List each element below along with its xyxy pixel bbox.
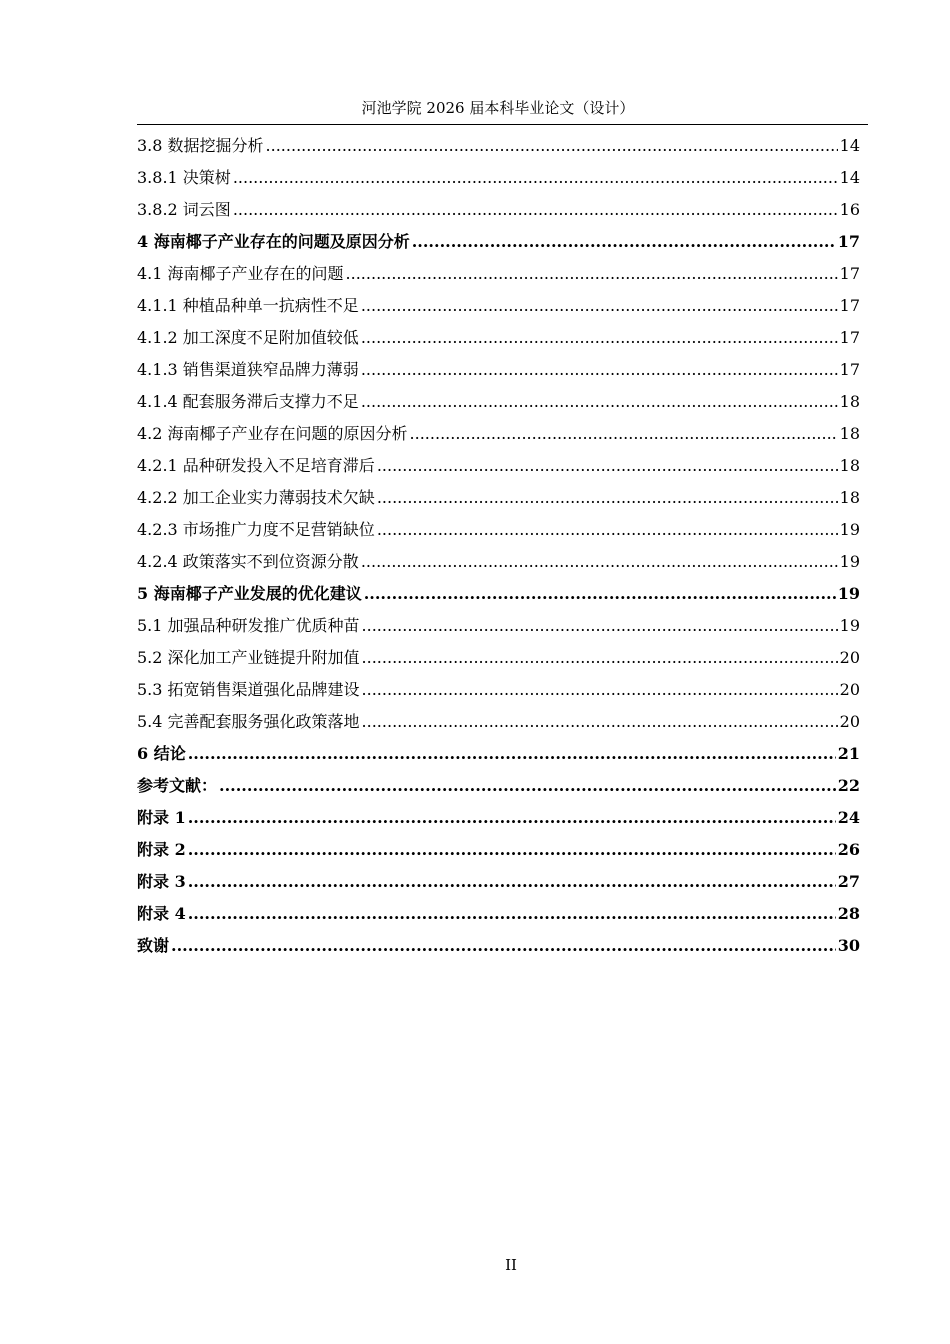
toc-entry-title: 4 海南椰子产业存在的问题及原因分析 [137, 232, 410, 251]
toc-entry-title: 5.3 拓宽销售渠道强化品牌建设 [137, 680, 360, 699]
toc-entry-page: 26 [837, 840, 860, 859]
toc-leader-dots [188, 866, 836, 898]
toc-entry[interactable] [137, 610, 860, 642]
toc-leader-dots [188, 898, 836, 930]
toc-entry-page: 20 [839, 680, 860, 699]
toc-entry-page: 18 [839, 488, 860, 507]
toc-entry-page: 30 [837, 936, 860, 955]
toc-entry-page: 14 [839, 168, 860, 187]
toc-leader-dots [364, 578, 836, 610]
toc-entry-title: 附录 3 [137, 872, 186, 891]
toc-leader-dots [219, 770, 836, 802]
toc-leader-dots [361, 354, 838, 386]
toc-entry-title: 4.1.2 加工深度不足附加值较低 [137, 328, 359, 347]
toc-entry[interactable] [137, 834, 860, 866]
toc-entry-title: 4.2.1 品种研发投入不足培育滞后 [137, 456, 375, 475]
toc-entry-page: 24 [837, 808, 860, 827]
toc-entry-title: 4.2 海南椰子产业存在问题的原因分析 [137, 424, 408, 443]
toc-entry[interactable] [137, 546, 860, 578]
toc-leader-dots [188, 802, 836, 834]
toc-leader-dots [377, 482, 838, 514]
toc-leader-dots [361, 386, 838, 418]
toc-entry-title: 附录 4 [137, 904, 186, 923]
toc-entry-page: 18 [839, 424, 860, 443]
page-number: II [505, 1256, 517, 1274]
toc-entry-page: 19 [839, 552, 860, 571]
toc-entry[interactable] [137, 386, 860, 418]
toc-entry[interactable] [137, 482, 860, 514]
toc-entry[interactable] [137, 450, 860, 482]
toc-leader-dots [171, 930, 836, 962]
toc-entry[interactable] [137, 706, 860, 738]
toc-leader-dots [362, 610, 838, 642]
toc-entry[interactable] [137, 418, 860, 450]
table-of-contents [137, 130, 860, 962]
toc-entry[interactable] [137, 578, 860, 610]
toc-leader-dots [233, 194, 838, 226]
toc-leader-dots [346, 258, 838, 290]
toc-entry-title: 4.1.4 配套服务滞后支撑力不足 [137, 392, 359, 411]
toc-entry-title: 附录 1 [137, 808, 186, 827]
toc-entry-page: 16 [839, 200, 860, 219]
toc-entry[interactable] [137, 930, 860, 962]
toc-leader-dots [188, 738, 836, 770]
toc-leader-dots [361, 322, 838, 354]
toc-entry-page: 19 [839, 520, 860, 539]
toc-entry[interactable] [137, 642, 860, 674]
toc-leader-dots [410, 418, 838, 450]
toc-entry[interactable] [137, 130, 860, 162]
toc-entry-title: 5 海南椰子产业发展的优化建议 [137, 584, 362, 603]
toc-entry[interactable] [137, 514, 860, 546]
toc-entry-page: 21 [837, 744, 860, 763]
toc-leader-dots [361, 546, 838, 578]
toc-entry-page: 22 [837, 776, 860, 795]
toc-entry[interactable] [137, 354, 860, 386]
toc-leader-dots [362, 642, 838, 674]
toc-entry[interactable] [137, 258, 860, 290]
toc-entry-page: 28 [837, 904, 860, 923]
toc-entry-page: 18 [839, 392, 860, 411]
toc-entry[interactable] [137, 738, 860, 770]
toc-leader-dots [362, 706, 838, 738]
toc-entry-page: 19 [837, 584, 860, 603]
toc-entry-title: 3.8.1 决策树 [137, 168, 231, 187]
toc-leader-dots [377, 514, 838, 546]
toc-entry-page: 17 [839, 328, 860, 347]
toc-entry[interactable] [137, 226, 860, 258]
toc-entry-title: 4.2.3 市场推广力度不足营销缺位 [137, 520, 375, 539]
toc-leader-dots [266, 130, 838, 162]
toc-entry[interactable] [137, 802, 860, 834]
toc-entry-page: 20 [839, 712, 860, 731]
toc-entry[interactable] [137, 674, 860, 706]
toc-entry-title: 5.4 完善配套服务强化政策落地 [137, 712, 360, 731]
toc-entry-title: 4.1 海南椰子产业存在的问题 [137, 264, 344, 283]
toc-entry[interactable] [137, 322, 860, 354]
toc-entry-page: 14 [839, 136, 860, 155]
toc-entry-page: 17 [839, 360, 860, 379]
toc-leader-dots [188, 834, 836, 866]
toc-leader-dots [412, 226, 836, 258]
toc-leader-dots [361, 290, 838, 322]
toc-entry-page: 20 [839, 648, 860, 667]
toc-entry-title: 4.2.4 政策落实不到位资源分散 [137, 552, 359, 571]
toc-entry-page: 18 [839, 456, 860, 475]
toc-entry-title: 4.1.1 种植品种单一抗病性不足 [137, 296, 359, 315]
toc-leader-dots [362, 674, 838, 706]
toc-entry-title: 致谢 [137, 936, 170, 955]
toc-entry-page: 17 [839, 264, 860, 283]
toc-entry[interactable] [137, 770, 860, 802]
toc-leader-dots [377, 450, 838, 482]
toc-entry[interactable] [137, 194, 860, 226]
toc-entry[interactable] [137, 866, 860, 898]
toc-entry-title: 3.8 数据挖掘分析 [137, 136, 264, 155]
toc-entry-title: 3.8.2 词云图 [137, 200, 231, 219]
toc-entry-title: 4.1.3 销售渠道狭窄品牌力薄弱 [137, 360, 359, 379]
page-header: 河池学院 2026 届本科毕业论文（设计） [361, 99, 635, 117]
toc-entry-page: 19 [839, 616, 860, 635]
toc-entry-title: 4.2.2 加工企业实力薄弱技术欠缺 [137, 488, 375, 507]
toc-entry[interactable] [137, 898, 860, 930]
toc-entry-page: 17 [837, 232, 860, 251]
toc-entry-title: 5.1 加强品种研发推广优质种苗 [137, 616, 360, 635]
header-rule [137, 124, 868, 125]
toc-entry-title: 6 结论 [137, 744, 186, 763]
toc-entry[interactable] [137, 162, 860, 194]
toc-entry-page: 27 [837, 872, 860, 891]
toc-entry-title: 附录 2 [137, 840, 186, 859]
toc-entry-page: 17 [839, 296, 860, 315]
toc-leader-dots [233, 162, 838, 194]
toc-entry-title: 参考文献： [137, 776, 218, 795]
toc-entry-title: 5.2 深化加工产业链提升附加值 [137, 648, 360, 667]
toc-entry[interactable] [137, 290, 860, 322]
